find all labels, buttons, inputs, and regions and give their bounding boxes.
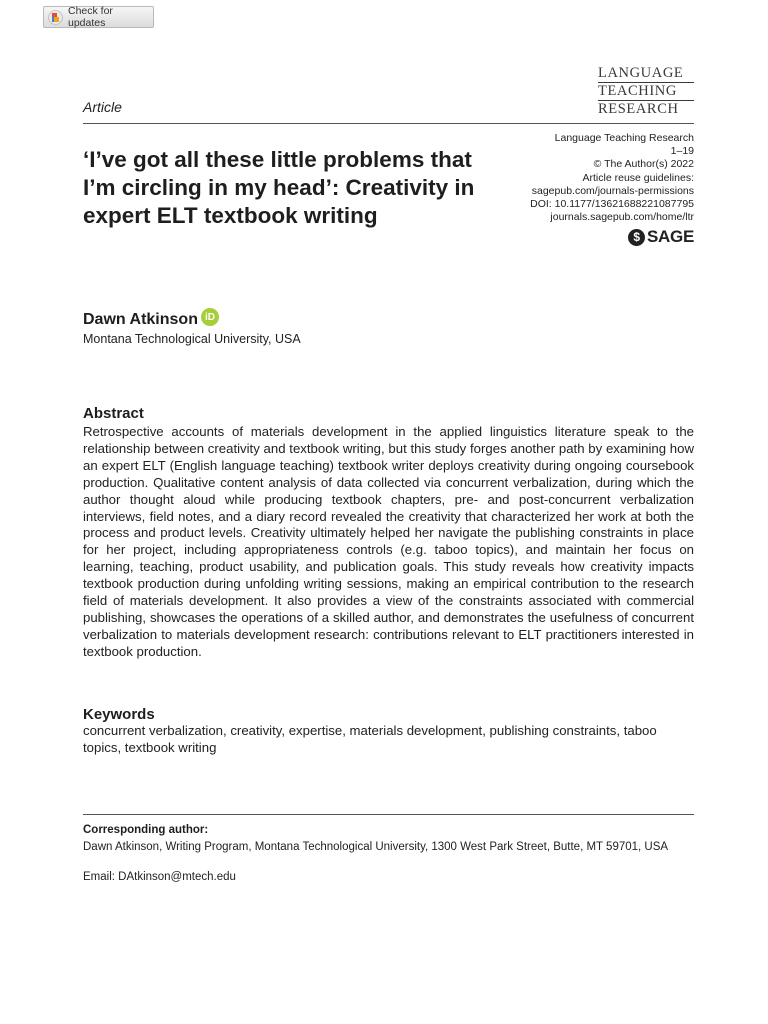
check-for-updates-label: Check for updates	[68, 5, 113, 29]
sage-s-icon: $	[628, 229, 645, 246]
header-divider	[83, 123, 694, 124]
reuse-guidelines-link[interactable]: sagepub.com/journals-permissions	[531, 184, 694, 197]
page-range: 1–19	[670, 145, 694, 158]
doi[interactable]: DOI: 10.1177/13621688221087795	[530, 198, 694, 211]
footnote-divider	[83, 814, 694, 815]
journal-logo-line: TEACHING	[598, 82, 694, 100]
author-affiliation: Montana Technological University, USA	[83, 332, 301, 346]
author-name: Dawn Atkinson	[83, 311, 198, 328]
corresponding-author-email[interactable]: Email: DAtkinson@mtech.edu	[83, 871, 236, 883]
journal-logo	[598, 65, 694, 118]
article-type-label: Article	[83, 99, 122, 115]
author-block	[83, 311, 301, 346]
article-title: ‘I’ve got all these little problems that I’m circling in my head’: Creativity in expert ELT textbook writing	[83, 147, 475, 228]
keywords-text: concurrent verbalization, creativity, expertise, materials development, publishing constraints, taboo topics, textbook writing	[83, 723, 657, 755]
corresponding-author-address: Dawn Atkinson, Writing Program, Montana Technological University, 1300 West Park Street, Butte, MT 59701, USA	[83, 841, 669, 853]
journal-logo-line: LANGUAGE	[598, 65, 684, 81]
article-metadata	[454, 132, 694, 224]
journal-name: Language Teaching Research	[554, 132, 694, 144]
keywords-heading: Keywords	[83, 706, 155, 723]
journal-logo-line: RESEARCH	[598, 100, 694, 118]
author-name-row	[83, 311, 219, 329]
abstract-text: Retrospective accounts of materials development in the applied linguistics literature speak to the relationship between creativity and textbook writing, but this study forges another path by examining how an expert ELT (English language teaching) textbook writer deploys creativity during ongoing coursebook production. Qualitative content analysis of data collected via concurrent verbalization, during which the author thought aloud while producing textbook chapters, pre- and post-concurrent verbalization interviews, field notes, and a diary record revealed the creativity that characterized her work at both the process and product levels. Creativity ultimately helped her navigate the publishing constraints in place for her project, including appropriateness controls (e.g. taboo topics), and maintain her focus on learning, teaching, product usability, and publication goals. This study reveals how creativity impacts textbook production during unfolding writing sessions, making an empirical contribution to the research field of materials development. It also provides a view of the constraints associated with commercial publishing, showcases the operations of a skilled author, and demonstrates the usefulness of concurrent verbalization to materials development research: contributions relevant to ELT practitioners interested in textbook production.	[83, 424, 694, 659]
publisher-logo	[628, 227, 694, 247]
corresponding-author-heading: Corresponding author:	[83, 824, 209, 836]
orcid-icon[interactable]: iD	[201, 308, 219, 326]
publisher-logo-text: SAGE	[647, 227, 694, 246]
abstract-heading: Abstract	[83, 405, 144, 422]
check-updates-badge-icon	[48, 10, 63, 25]
copyright-notice: © The Author(s) 2022	[593, 158, 694, 171]
journal-homepage-link[interactable]: journals.sagepub.com/home/ltr	[550, 211, 694, 224]
reuse-guidelines-label: Article reuse guidelines:	[582, 171, 694, 184]
check-for-updates-button[interactable]	[43, 6, 154, 28]
